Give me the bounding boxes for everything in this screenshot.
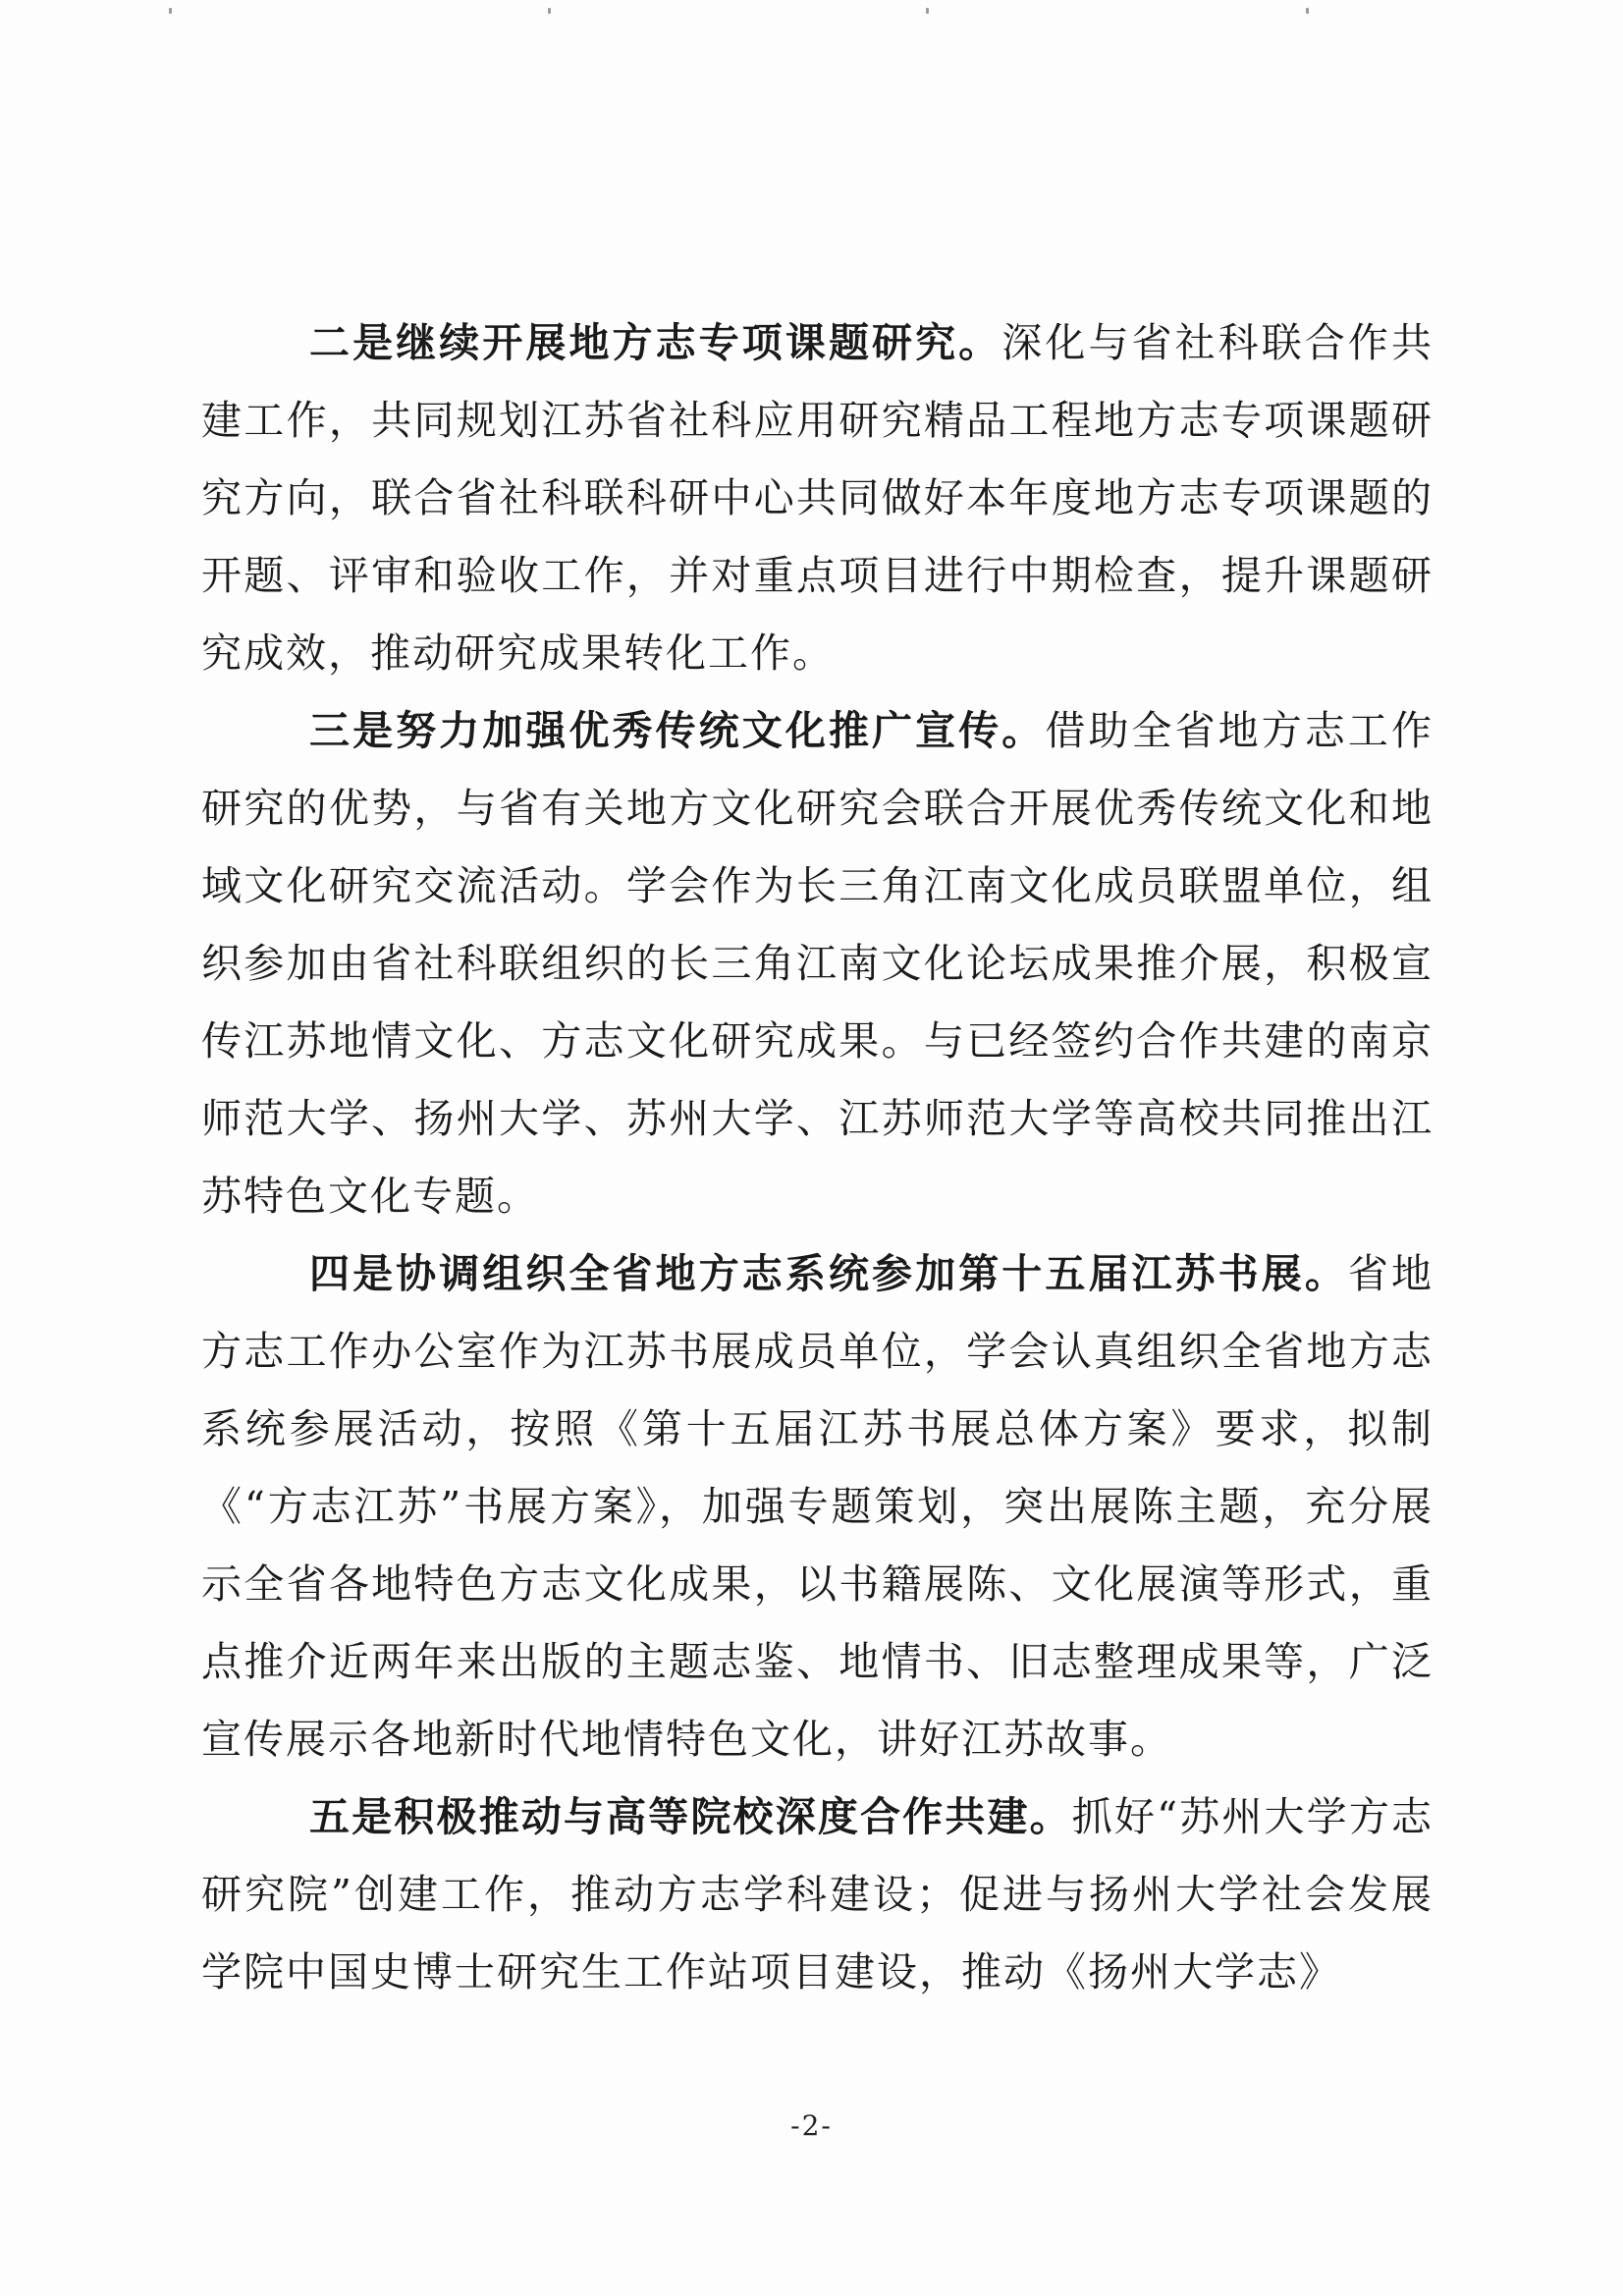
paragraph-lead: 二是继续开展地方志专项课题研究。 [309, 319, 1002, 366]
scan-speck [1306, 8, 1309, 14]
paragraph-culture-promotion [201, 692, 1434, 1235]
paragraph-lead: 五是积极推动与高等院校深度合作共建。 [309, 1793, 1072, 1840]
paragraph-body: 抓好“苏州大学方志研究院”创建工作，推动方志学科建设；促进与扬州大学社会发展学院中国史博士研究生工作站项目建设，推动《扬州大学志》 [201, 1793, 1434, 1995]
document-body [201, 304, 1434, 2011]
scan-speck [169, 8, 172, 14]
paragraph-body: 深化与省社科联合作共建工作，共同规划江苏省社科应用研究精品工程地方志专项课题研究方向，联合省社科联科研中心共同做好本年度地方志专项课题的开题、评审和验收工作，并对重点项目进行中期检查，提升课题研究成效，推动研究成果转化工作。 [201, 319, 1434, 677]
paragraph-lead: 四是协调组织全省地方志系统参加第十五届江苏书展。 [309, 1250, 1348, 1297]
paragraph-body: 省地方志工作办公室作为江苏书展成员单位，学会认真组织全省地方志系统参展活动，按照《第十五届江苏书展总体方案》要求，拟制《“方志江苏”书展方案》，加强专题策划，突出展陈主题，充分展示全省各地特色方志文化成果，以书籍展陈、文化展演等形式，重点推介近两年来出版的主题志鉴、地情书、旧志整理成果等，广泛宣传展示各地新时代地情特色文化，讲好江苏故事。 [201, 1250, 1434, 1763]
paragraph-research-topics [201, 304, 1434, 692]
paragraph-book-fair [201, 1235, 1434, 1778]
paragraph-body: 借助全省地方志工作研究的优势，与省有关地方文化研究会联合开展优秀传统文化和地域文化研究交流活动。学会作为长三角江南文化成员联盟单位，组织参加由省社科联组织的长三角江南文化论坛成果推介展，积极宣传江苏地情文化、方志文化研究成果。与已经签约合作共建的南京师范大学、扬州大学、苏州大学、江苏师范大学等高校共同推出江苏特色文化专题。 [201, 707, 1434, 1220]
page-number: -2- [790, 2109, 833, 2142]
paragraph-lead: 三是努力加强优秀传统文化推广宣传。 [309, 707, 1046, 754]
scan-speck [926, 8, 929, 14]
scan-speck [548, 8, 551, 14]
paragraph-university-cooperation [201, 1778, 1434, 2011]
